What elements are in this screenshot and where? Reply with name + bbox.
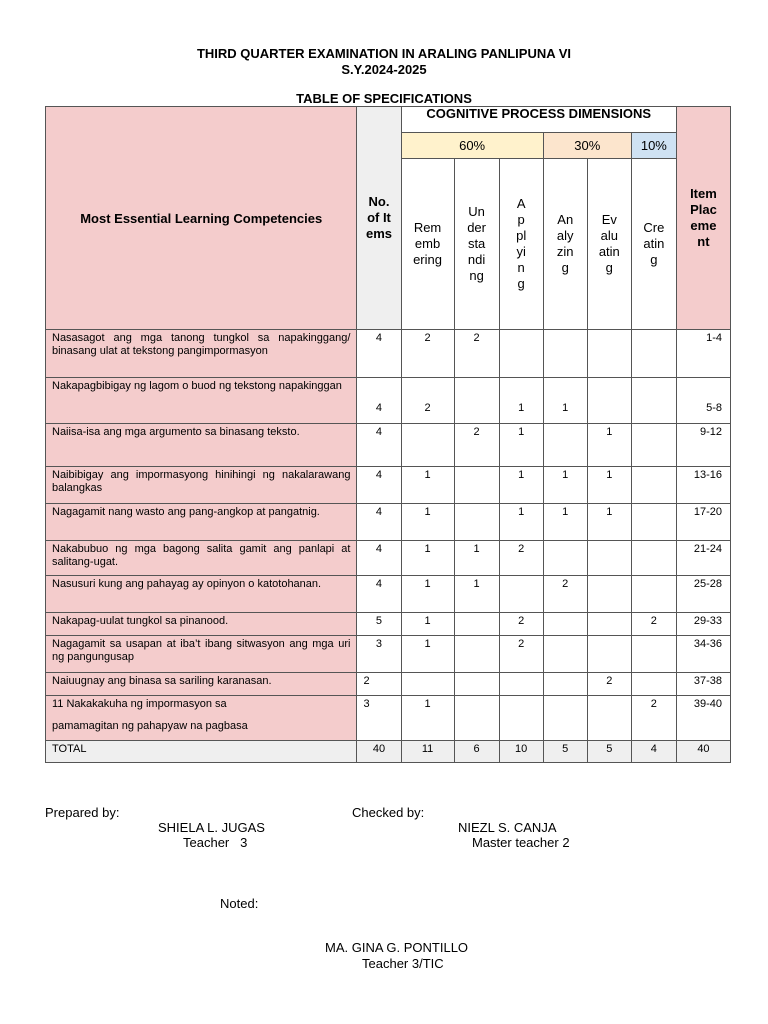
understanding-cell — [454, 613, 499, 636]
items-cell: 4 — [357, 330, 401, 378]
understanding-cell: 1 — [454, 576, 499, 613]
analyzing-cell — [543, 424, 587, 467]
total-understanding: 6 — [454, 741, 499, 763]
noted-by-title: Teacher 3/TIC — [362, 956, 444, 971]
evaluating-cell — [587, 378, 631, 424]
applying-cell: 1 — [499, 504, 543, 541]
analyzing-cell — [543, 541, 587, 576]
applying-cell — [499, 673, 543, 696]
items-cell: 5 — [357, 613, 401, 636]
items-cell: 4 — [357, 467, 401, 504]
competency-cell: Naibibigay ang impormasyong hinihingi ng nakalarawang balangkas — [46, 467, 357, 504]
evaluating-cell: 1 — [587, 504, 631, 541]
total-row — [46, 741, 731, 763]
evaluating-cell — [587, 330, 631, 378]
checked-by-label: Checked by: — [352, 805, 425, 820]
competency-line: pamamagitan ng pahapyaw na pagbasa — [52, 720, 248, 732]
creating-cell — [631, 541, 676, 576]
competency-cell: Naiisa-isa ang mga argumento sa binasang teksto. — [46, 424, 357, 467]
competency-line: 11 Nakakakuha ng impormasyon sa — [52, 698, 227, 710]
competency-cell: Nakapag-uulat tungkol sa pinanood. — [46, 613, 357, 636]
header-cognitive-dimensions: COGNITIVE PROCESS DIMENSIONS — [401, 107, 676, 133]
header-no-of-items: No. of Items — [357, 107, 401, 330]
understanding-cell — [454, 378, 499, 424]
noted-by-name: MA. GINA G. PONTILLO — [325, 940, 469, 955]
percent-30: 30% — [543, 133, 631, 159]
table-row — [46, 576, 731, 613]
table-row — [46, 613, 731, 636]
total-applying: 10 — [499, 741, 543, 763]
prepared-by-name: SHIELA L. JUGAS — [158, 820, 265, 835]
remembering-cell: 1 — [401, 636, 454, 673]
remembering-cell — [401, 424, 454, 467]
percent-10: 10% — [631, 133, 676, 159]
total-analyzing: 5 — [543, 741, 587, 763]
remembering-cell — [401, 673, 454, 696]
total-creating: 4 — [631, 741, 676, 763]
header-understanding: Understanding — [454, 159, 499, 330]
total-label: TOTAL — [46, 741, 357, 763]
understanding-cell: 2 — [454, 330, 499, 378]
remembering-cell: 1 — [401, 541, 454, 576]
remembering-cell: 1 — [401, 613, 454, 636]
remembering-cell: 1 — [401, 576, 454, 613]
noted-label: Noted: — [220, 896, 259, 911]
table-title: TABLE OF SPECIFICATIONS — [296, 91, 472, 106]
items-cell: 3 — [357, 636, 401, 673]
school-year: S.Y.2024-2025 — [341, 62, 427, 77]
evaluating-cell — [587, 696, 631, 741]
evaluating-cell — [587, 636, 631, 673]
creating-cell — [631, 424, 676, 467]
placement-cell: 29-33 — [676, 613, 730, 636]
items-cell: 4 — [357, 424, 401, 467]
table-row — [46, 541, 731, 576]
evaluating-cell — [587, 541, 631, 576]
creating-cell — [631, 576, 676, 613]
total-remembering: 11 — [401, 741, 454, 763]
remembering-cell: 2 — [401, 378, 454, 424]
items-cell: 3 — [357, 696, 401, 741]
analyzing-cell — [543, 330, 587, 378]
placement-cell: 17-20 — [676, 504, 730, 541]
placement-cell: 25-28 — [676, 576, 730, 613]
placement-cell: 34-36 — [676, 636, 730, 673]
creating-cell — [631, 330, 676, 378]
header-competencies: Most Essential Learning Competencies — [46, 107, 357, 330]
competency-cell — [46, 696, 357, 741]
understanding-cell — [454, 504, 499, 541]
analyzing-cell — [543, 613, 587, 636]
understanding-cell: 2 — [454, 424, 499, 467]
applying-cell — [499, 696, 543, 741]
remembering-cell: 1 — [401, 504, 454, 541]
placement-cell: 5-8 — [676, 378, 730, 424]
creating-cell — [631, 673, 676, 696]
applying-cell — [499, 330, 543, 378]
table-row — [46, 504, 731, 541]
items-cell: 4 — [357, 576, 401, 613]
understanding-cell: 1 — [454, 541, 499, 576]
items-cell: 2 — [357, 673, 401, 696]
creating-cell: 2 — [631, 613, 676, 636]
header-analyzing: Analyzing — [543, 159, 587, 330]
remembering-cell: 1 — [401, 467, 454, 504]
understanding-cell — [454, 696, 499, 741]
analyzing-cell: 2 — [543, 576, 587, 613]
placement-cell: 39-40 — [676, 696, 730, 741]
creating-cell — [631, 467, 676, 504]
analyzing-cell: 1 — [543, 504, 587, 541]
placement-cell: 21-24 — [676, 541, 730, 576]
table-row — [46, 330, 731, 378]
header-evaluating: Evaluating — [587, 159, 631, 330]
total-placement: 40 — [676, 741, 730, 763]
applying-cell: 1 — [499, 424, 543, 467]
analyzing-cell: 1 — [543, 378, 587, 424]
competency-cell: Nasasagot ang mga tanong tungkol sa napakinggang/ binasang ulat at tekstong pangimpormasyon — [46, 330, 357, 378]
analyzing-cell: 1 — [543, 467, 587, 504]
placement-cell: 1-4 — [676, 330, 730, 378]
items-cell: 4 — [357, 541, 401, 576]
evaluating-cell: 2 — [587, 673, 631, 696]
table-row — [46, 673, 731, 696]
header-creating: Creating — [631, 159, 676, 330]
analyzing-cell — [543, 673, 587, 696]
table-row — [46, 378, 731, 424]
analyzing-cell — [543, 636, 587, 673]
evaluating-cell: 1 — [587, 467, 631, 504]
remembering-cell: 2 — [401, 330, 454, 378]
table-row — [46, 424, 731, 467]
header-remembering: Remembering — [401, 159, 454, 330]
evaluating-cell — [587, 613, 631, 636]
checked-by-title: Master teacher 2 — [472, 835, 570, 850]
evaluating-cell — [587, 576, 631, 613]
applying-cell: 1 — [499, 378, 543, 424]
evaluating-cell: 1 — [587, 424, 631, 467]
total-evaluating: 5 — [587, 741, 631, 763]
understanding-cell — [454, 636, 499, 673]
applying-cell: 2 — [499, 541, 543, 576]
items-cell: 4 — [357, 504, 401, 541]
prepared-by-label: Prepared by: — [45, 805, 120, 820]
applying-cell — [499, 576, 543, 613]
applying-cell: 1 — [499, 467, 543, 504]
prepared-by-title: Teacher 3 — [183, 835, 248, 850]
competency-cell: Nasusuri kung ang pahayag ay opinyon o katotohanan. — [46, 576, 357, 613]
remembering-cell: 1 — [401, 696, 454, 741]
competency-cell: Nagagamit nang wasto ang pang-angkop at pangatnig. — [46, 504, 357, 541]
creating-cell — [631, 378, 676, 424]
header-applying: Applying — [499, 159, 543, 330]
specifications-table — [45, 106, 731, 763]
creating-cell — [631, 504, 676, 541]
applying-cell: 2 — [499, 636, 543, 673]
checked-by-name: NIEZL S. CANJA — [458, 820, 557, 835]
total-items: 40 — [357, 741, 401, 763]
competency-cell: Nakapagbibigay ng lagom o buod ng tekstong napakinggan — [46, 378, 357, 424]
percent-60: 60% — [401, 133, 543, 159]
header-item-placement: Item Placement — [676, 107, 730, 330]
creating-cell: 2 — [631, 696, 676, 741]
applying-cell: 2 — [499, 613, 543, 636]
analyzing-cell — [543, 696, 587, 741]
table-row — [46, 636, 731, 673]
placement-cell: 13-16 — [676, 467, 730, 504]
competency-cell: Naiuugnay ang binasa sa sariling karanasan. — [46, 673, 357, 696]
understanding-cell — [454, 467, 499, 504]
items-cell: 4 — [357, 378, 401, 424]
competency-cell: Nagagamit sa usapan at iba’t ibang sitwasyon ang mga uri ng pangungusap — [46, 636, 357, 673]
placement-cell: 9-12 — [676, 424, 730, 467]
table-row — [46, 467, 731, 504]
creating-cell — [631, 636, 676, 673]
placement-cell: 37-38 — [676, 673, 730, 696]
understanding-cell — [454, 673, 499, 696]
competency-cell: Nakabubuo ng mga bagong salita gamit ang panlapi at salitang-ugat. — [46, 541, 357, 576]
table-row — [46, 696, 731, 741]
exam-title: THIRD QUARTER EXAMINATION IN ARALING PANLIPUNA VI — [196, 46, 572, 61]
